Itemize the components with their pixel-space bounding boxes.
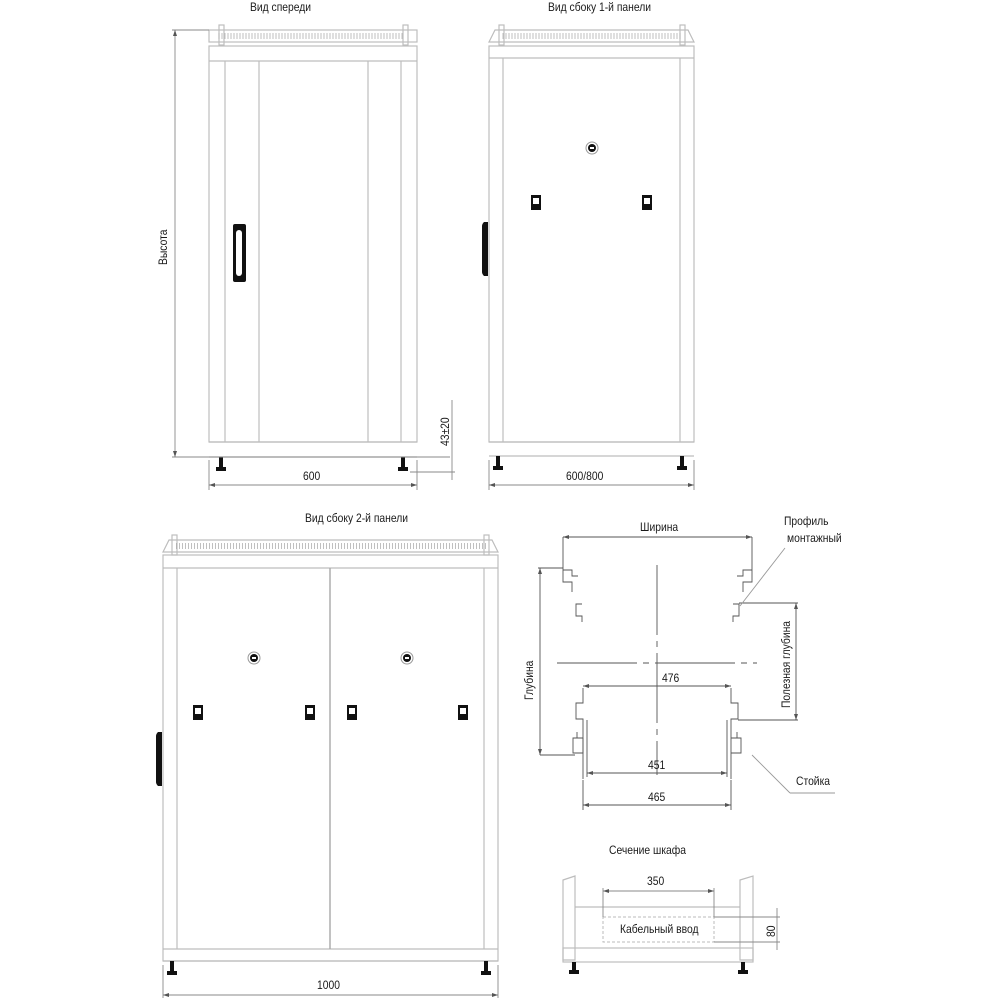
- post-label: Стойка: [796, 774, 831, 788]
- foot-icon: [569, 962, 579, 974]
- front-view-title: Вид спереди: [250, 0, 312, 14]
- section-title: Сечение шкафа: [609, 843, 687, 857]
- foot-icon: [738, 962, 748, 974]
- profile-label-1: Профиль: [784, 514, 829, 528]
- roof-vent: [163, 540, 498, 552]
- foot-icon: [398, 457, 408, 471]
- front-view: [172, 25, 455, 490]
- depth-label: Глубина: [522, 660, 536, 700]
- foot-icon: [167, 961, 177, 975]
- dim-476: 476: [662, 671, 680, 685]
- plan-width-label: Ширина: [640, 520, 679, 534]
- side2-width-dim: 1000: [317, 978, 340, 992]
- useful-depth-label: Полезная глубина: [779, 620, 793, 708]
- side1-view-title: Вид сбоку 1-й панели: [548, 0, 652, 14]
- front-width-dim: 600: [303, 469, 321, 483]
- dim-465: 465: [648, 790, 666, 804]
- roof-vent: [489, 30, 694, 42]
- dim-350: 350: [647, 874, 665, 888]
- height-label: Высота: [156, 229, 170, 265]
- dim-80: 80: [764, 925, 778, 937]
- foot-icon: [493, 456, 503, 470]
- side-view-2: [156, 535, 498, 998]
- dim-451: 451: [648, 758, 666, 772]
- cable-entry-label: Кабельный ввод: [620, 922, 699, 936]
- foot-dim: 43±20: [438, 417, 452, 446]
- door-handle-side-icon: [482, 222, 488, 276]
- foot-icon: [216, 457, 226, 471]
- door-handle-side-icon: [156, 732, 162, 786]
- side-view-1: [482, 25, 694, 490]
- side2-view-title: Вид сбоку 2-й панели: [305, 511, 409, 525]
- foot-icon: [481, 961, 491, 975]
- foot-icon: [677, 456, 687, 470]
- side1-width-dim: 600/800: [566, 469, 604, 483]
- profile-label-2: монтажный: [787, 531, 842, 545]
